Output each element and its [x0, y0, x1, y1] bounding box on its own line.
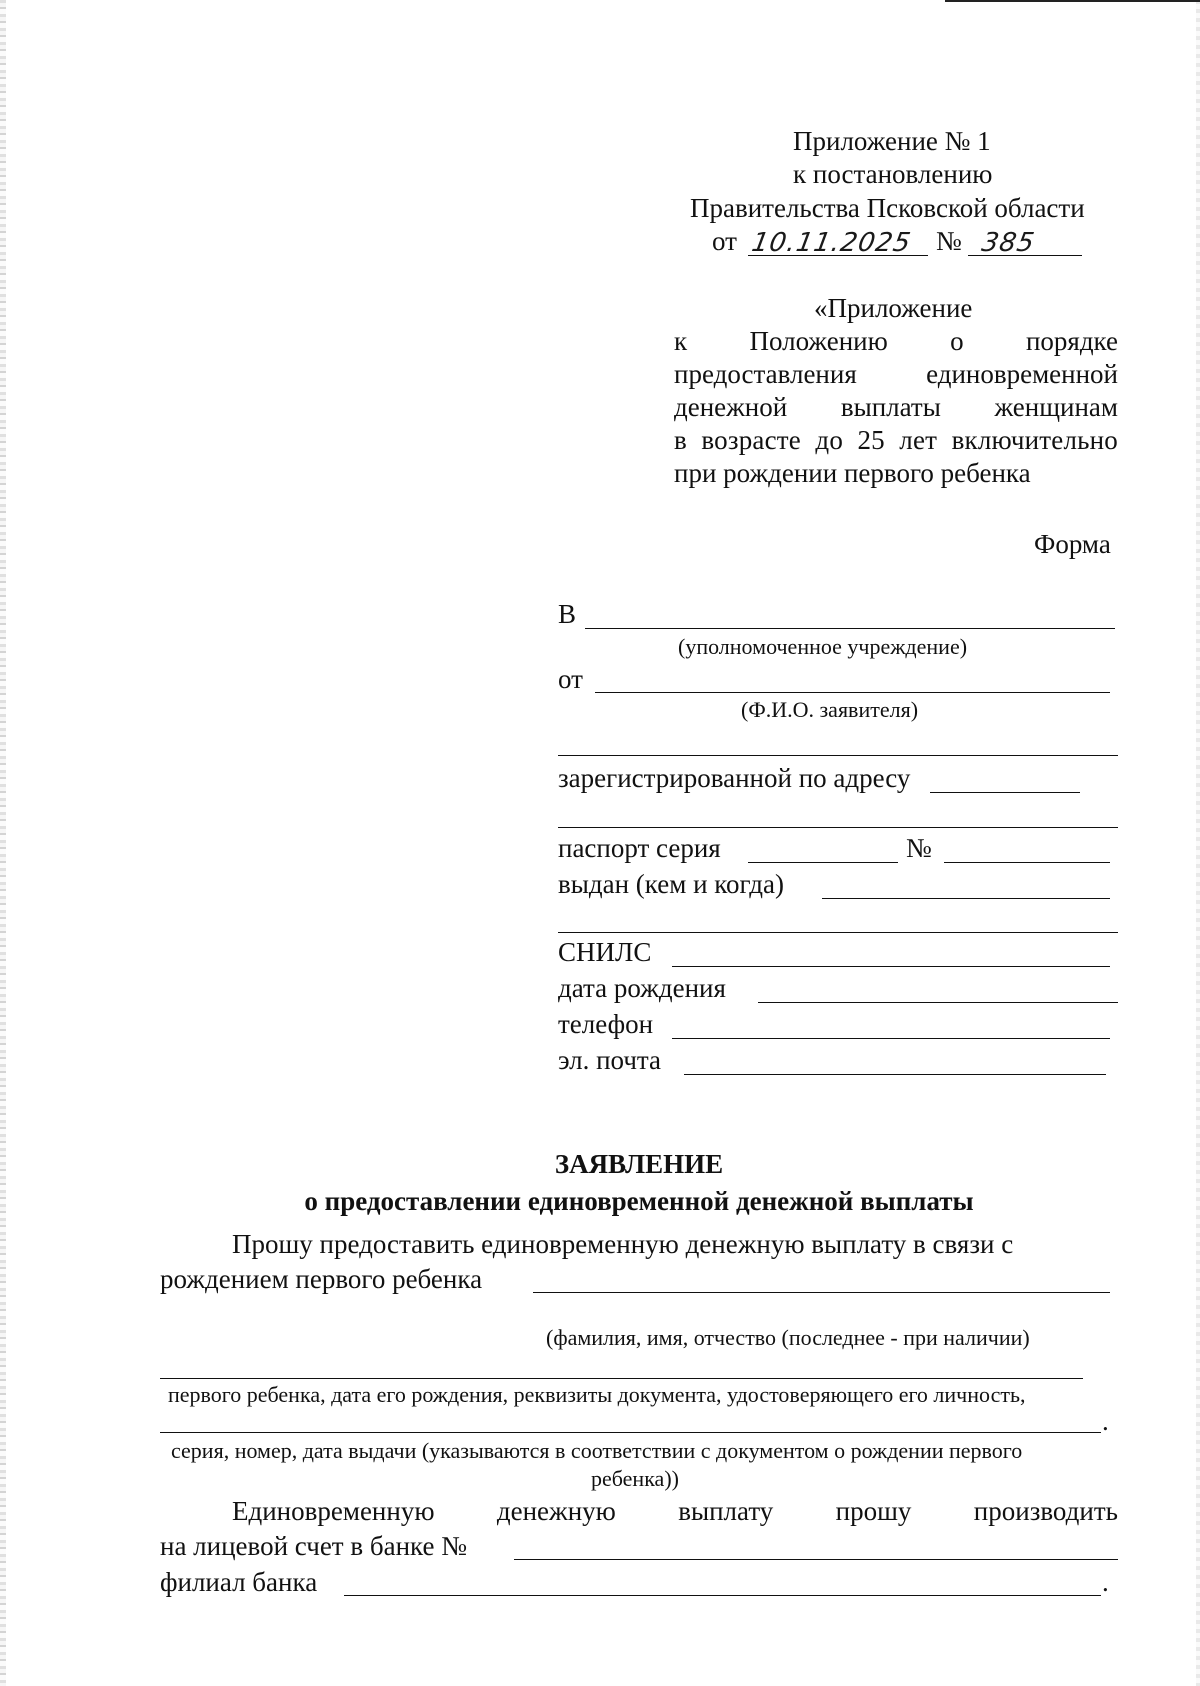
appendix-word: Положению [749, 326, 888, 356]
statement-para1-line2: рождением первого ребенка [160, 1264, 483, 1294]
para2-word: денежную [496, 1496, 616, 1526]
appendix-word: выплаты [840, 392, 941, 422]
snils-label: СНИЛС [558, 937, 652, 967]
document-caption-line2: ребенка)) [591, 1466, 679, 1491]
account-line [514, 1559, 1118, 1560]
appendix-line-2 [674, 358, 1118, 390]
header-line-1: Приложение № 1 [793, 126, 991, 156]
statement-title: ЗАЯВЛЕНИЕ [554, 1149, 724, 1179]
branch-label: филиал банка [160, 1567, 318, 1597]
account-label: на лицевой счет в банке № [160, 1531, 467, 1561]
para2-word: выплату [678, 1496, 774, 1526]
passport-series-line [748, 862, 898, 863]
child-details-line-2 [160, 1432, 1101, 1433]
snils-line [672, 966, 1110, 967]
appendix-word: единовременной [926, 359, 1118, 389]
header-line-2: к постановлению [793, 159, 993, 189]
from-line-2 [558, 755, 1118, 756]
birth-line [758, 1002, 1118, 1003]
branch-dot: . [1102, 1567, 1109, 1597]
appendix-line-1 [674, 325, 1118, 357]
para2-word: Единовременную [232, 1496, 435, 1526]
passport-number-line [944, 862, 1110, 863]
para2-word: производить [973, 1496, 1118, 1526]
email-line [684, 1074, 1106, 1075]
appendix-word: порядке [1025, 326, 1118, 356]
appendix-word: женщинам [994, 392, 1118, 422]
appendix-word: к [674, 326, 688, 356]
phone-line [672, 1038, 1110, 1039]
child-details-line-1 [160, 1378, 1083, 1379]
header-number-prefix: № [936, 226, 962, 256]
child-name-line [533, 1292, 1110, 1293]
address-line-2 [558, 827, 1118, 828]
issued-line-2 [558, 932, 1118, 933]
child-name-caption: (фамилия, имя, отчество (последнее - при наличии) [546, 1325, 1030, 1350]
appendix-line-4: в возрасте до 25 лет включительно [674, 425, 1118, 455]
from-line [595, 692, 1110, 693]
from-label: от [558, 664, 583, 694]
passport-number-label: № [906, 833, 932, 863]
document-caption-line1: серия, номер, дата выдачи (указываются в соответствии с документом о рождении первого [171, 1438, 1023, 1463]
appendix-word: предоставления [674, 359, 857, 389]
address-label: зарегистрированной по адресу [558, 763, 911, 793]
issued-line [822, 898, 1110, 899]
statement-para2-line1 [232, 1495, 1118, 1527]
header-number-value: 385 [979, 228, 1038, 258]
appendix-word: денежной [674, 392, 788, 422]
to-line [585, 628, 1115, 629]
appendix-last-line: при рождении первого ребенка [674, 458, 1031, 488]
to-label: В [558, 599, 577, 629]
appendix-title: «Приложение [814, 293, 973, 323]
child-details-dot: . [1102, 1406, 1109, 1436]
header-date-prefix: от [712, 226, 737, 256]
branch-line [344, 1595, 1101, 1596]
header-date-value: 10.11.2025 [749, 228, 914, 258]
form-label: Форма [1034, 529, 1111, 559]
statement-para1-line1: Прошу предоставить единовременную денежную выплату в связи с [232, 1229, 1014, 1259]
phone-label: телефон [558, 1009, 654, 1039]
appendix-line-3 [674, 391, 1118, 423]
passport-series-label: паспорт серия [558, 833, 721, 863]
scan-edge-top [945, 0, 1200, 2]
scan-edge-right [1196, 0, 1200, 1686]
para2-word: прошу [835, 1496, 912, 1526]
issued-label: выдан (кем и когда) [558, 869, 784, 899]
birth-label: дата рождения [558, 973, 726, 1003]
to-caption: (уполномоченное учреждение) [678, 634, 968, 659]
statement-subtitle: о предоставлении единовременной денежной выплаты [304, 1186, 974, 1216]
email-label: эл. почта [558, 1045, 662, 1075]
child-details-caption: первого ребенка, дата его рождения, реквизиты документа, удостоверяющего его личность, [168, 1382, 1026, 1407]
scan-edge-left [0, 0, 6, 1686]
header-line-3: Правительства Псковской области [690, 193, 1085, 223]
address-line [930, 792, 1080, 793]
from-caption: (Ф.И.О. заявителя) [741, 697, 919, 722]
appendix-word: о [950, 326, 964, 356]
